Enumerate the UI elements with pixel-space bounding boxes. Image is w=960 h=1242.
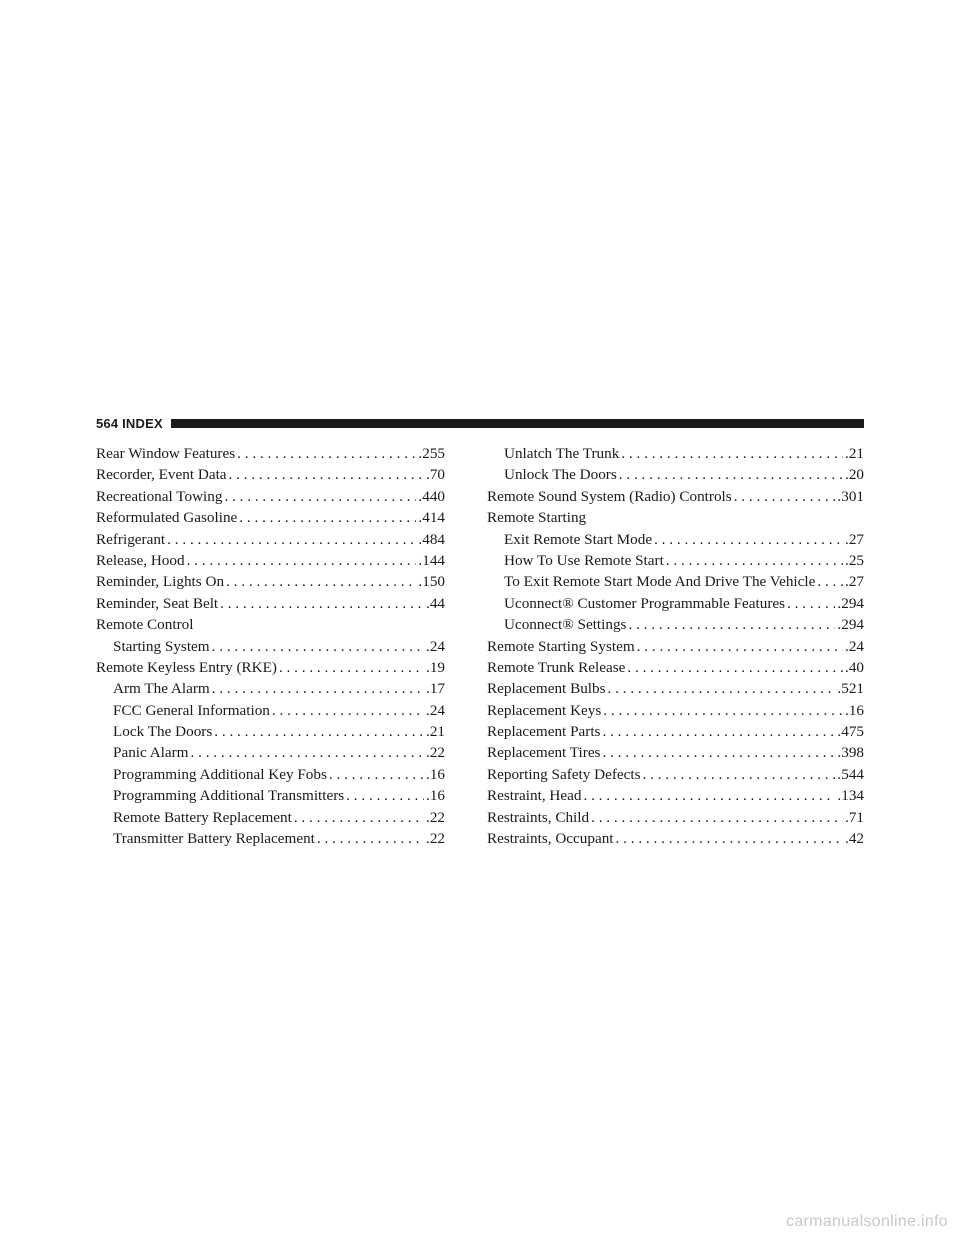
index-page-ref: .22	[426, 744, 445, 762]
index-entry	[96, 657, 445, 678]
index-subentry	[96, 807, 445, 828]
index-page-ref: .25	[845, 551, 864, 569]
dot-leader	[616, 828, 843, 849]
watermark: carmanualsonline.info	[786, 1213, 948, 1230]
index-entry	[487, 828, 864, 849]
index-entry	[487, 678, 864, 699]
index-term: Transmitter Battery Replacement	[113, 830, 315, 848]
index-entry	[96, 529, 445, 550]
dot-leader	[214, 721, 424, 742]
index-subentry	[96, 678, 445, 699]
header-rule	[171, 419, 864, 428]
index-entry	[487, 807, 864, 828]
index-term: Programming Additional Key Fobs	[113, 765, 327, 783]
index-page-ref: .70	[426, 466, 445, 484]
index-term: Reformulated Gasoline	[96, 509, 238, 527]
dot-leader	[627, 657, 843, 678]
index-subentry	[96, 636, 445, 657]
index-page-ref: .24	[845, 637, 864, 655]
index-entry	[487, 507, 864, 528]
index-page-ref: .19	[426, 658, 445, 676]
dot-leader	[734, 486, 836, 507]
dot-leader	[294, 807, 424, 828]
dot-leader	[817, 571, 843, 592]
index-term: Restraints, Child	[487, 808, 590, 826]
index-page-ref: .24	[426, 701, 445, 719]
page-header	[96, 414, 864, 432]
index-subentry	[487, 464, 864, 485]
index-page-ref: .294	[837, 616, 864, 634]
dot-leader	[187, 550, 417, 571]
index-page-ref: .294	[837, 594, 864, 612]
index-page-ref: .521	[837, 680, 864, 698]
index-page-ref: .16	[845, 701, 864, 719]
index-page-ref: .398	[837, 744, 864, 762]
index-term: Restraints, Occupant	[487, 830, 614, 848]
dot-leader	[226, 571, 416, 592]
index-term: Replacement Parts	[487, 723, 601, 741]
index-term: Remote Starting	[487, 509, 587, 527]
index-term: Remote Trunk Release	[487, 658, 626, 676]
index-subentry	[96, 700, 445, 721]
dot-leader	[220, 593, 424, 614]
dot-leader	[272, 700, 424, 721]
dot-leader	[621, 443, 843, 464]
index-entry	[96, 443, 445, 464]
index-page-ref: .475	[837, 723, 864, 741]
index-term: Lock The Doors	[113, 723, 213, 741]
dot-leader	[666, 550, 843, 571]
index-term: Restraint, Head	[487, 787, 582, 805]
index-term: Remote Battery Replacement	[113, 808, 292, 826]
index-page-ref: .21	[426, 723, 445, 741]
index-term: Unlatch The Trunk	[504, 445, 620, 462]
index-entry	[487, 764, 864, 785]
dot-leader	[167, 529, 416, 550]
index-entry	[96, 464, 445, 485]
dot-leader	[628, 614, 835, 635]
dot-leader	[279, 657, 424, 678]
index-term: Replacement Tires	[487, 744, 601, 762]
dot-leader	[239, 507, 416, 528]
index-page-ref: .40	[845, 658, 864, 676]
index-entry	[96, 571, 445, 592]
index-page-ref: .21	[845, 445, 864, 462]
index-term: How To Use Remote Start	[504, 551, 664, 569]
index-entry	[96, 550, 445, 571]
dot-leader	[643, 764, 836, 785]
index-subentry	[487, 550, 864, 571]
dot-leader	[229, 464, 424, 485]
dot-leader	[237, 443, 416, 464]
dot-leader	[191, 742, 425, 763]
index-term: Uconnect® Customer Programmable Features	[504, 594, 786, 612]
dot-leader	[317, 828, 424, 849]
index-entry	[487, 785, 864, 806]
dot-leader	[619, 464, 843, 485]
index-term: To Exit Remote Start Mode And Drive The Vehicle	[504, 573, 816, 591]
index-term: Replacement Bulbs	[487, 680, 606, 698]
index-term: Refrigerant	[96, 530, 166, 548]
index-entry	[96, 614, 445, 635]
index-page-ref: .414	[418, 509, 445, 527]
index-page-ref: .20	[845, 466, 864, 484]
index-term: Reminder, Lights On	[96, 573, 225, 591]
index-page-ref: .544	[837, 765, 864, 783]
dot-leader	[602, 742, 835, 763]
dot-leader	[591, 807, 843, 828]
index-subentry	[487, 571, 864, 592]
dot-leader	[212, 636, 424, 657]
page-number-title: 564 INDEX	[96, 415, 163, 431]
dot-leader	[212, 678, 424, 699]
dot-leader	[608, 678, 836, 699]
dot-leader	[654, 529, 843, 550]
index-term: Starting System	[113, 637, 210, 655]
index-term: Exit Remote Start Mode	[504, 530, 653, 548]
index-entry	[487, 721, 864, 742]
dot-leader	[329, 764, 424, 785]
index-entry	[487, 657, 864, 678]
index-entry	[487, 486, 864, 507]
index-entry	[96, 486, 445, 507]
index-subentry	[487, 529, 864, 550]
index-page-ref: .301	[837, 487, 864, 505]
index-entry	[96, 593, 445, 614]
index-entry	[487, 636, 864, 657]
index-term: FCC General Information	[113, 701, 270, 719]
index-column-left	[96, 443, 445, 849]
index-page-ref: .42	[845, 830, 864, 848]
index-page-ref: .17	[426, 680, 445, 698]
index-page-ref: .16	[426, 765, 445, 783]
index-term: Recreational Towing	[96, 487, 223, 505]
dot-leader	[346, 785, 424, 806]
index-term: Panic Alarm	[113, 744, 189, 762]
index-subentry	[96, 764, 445, 785]
index-term: Unlock The Doors	[504, 466, 617, 484]
index-page-ref: .27	[845, 530, 864, 548]
dot-leader	[602, 721, 835, 742]
index-page-ref: .134	[837, 787, 864, 805]
index-subentry	[487, 443, 864, 464]
index-page-ref: .144	[418, 551, 445, 569]
dot-leader	[603, 700, 843, 721]
index-subentry	[487, 593, 864, 614]
index-page-ref: .255	[418, 445, 445, 462]
index-subentry	[96, 721, 445, 742]
index-page-ref: .22	[426, 808, 445, 826]
index-page-ref: .440	[418, 487, 445, 505]
index-term: Remote Starting System	[487, 637, 635, 655]
index-term: Remote Keyless Entry (RKE)	[96, 658, 277, 676]
index-term: Reminder, Seat Belt	[96, 594, 219, 612]
index-term: Uconnect® Settings	[504, 616, 627, 634]
index-subentry	[96, 785, 445, 806]
index-term: Release, Hood	[96, 551, 185, 569]
index-page-ref: .71	[845, 808, 864, 826]
index-page-ref: .27	[845, 573, 864, 591]
index-term: Remote Control	[96, 616, 194, 634]
dot-leader	[787, 593, 835, 614]
index-page-ref: .24	[426, 637, 445, 655]
dot-leader	[637, 636, 843, 657]
index-term: Replacement Keys	[487, 701, 602, 719]
index-page-ref: .484	[418, 530, 445, 548]
index-subentry	[487, 614, 864, 635]
index-term: Recorder, Event Data	[96, 466, 227, 484]
index-entry	[487, 700, 864, 721]
index-page-ref: .44	[426, 594, 445, 612]
dot-leader	[583, 785, 835, 806]
index-page-ref: .16	[426, 787, 445, 805]
index-term: Remote Sound System (Radio) Controls	[487, 487, 732, 505]
dot-leader	[224, 486, 416, 507]
index-entry	[487, 742, 864, 763]
index-page-ref: .150	[418, 573, 445, 591]
index-term: Arm The Alarm	[113, 680, 210, 698]
index-column-right	[487, 443, 864, 849]
index-subentry	[96, 828, 445, 849]
index-entry	[96, 507, 445, 528]
index-term: Rear Window Features	[96, 445, 236, 462]
index-term: Reporting Safety Defects	[487, 765, 641, 783]
index-page-ref: .22	[426, 830, 445, 848]
index-term: Programming Additional Transmitters	[113, 787, 345, 805]
index-subentry	[96, 742, 445, 763]
